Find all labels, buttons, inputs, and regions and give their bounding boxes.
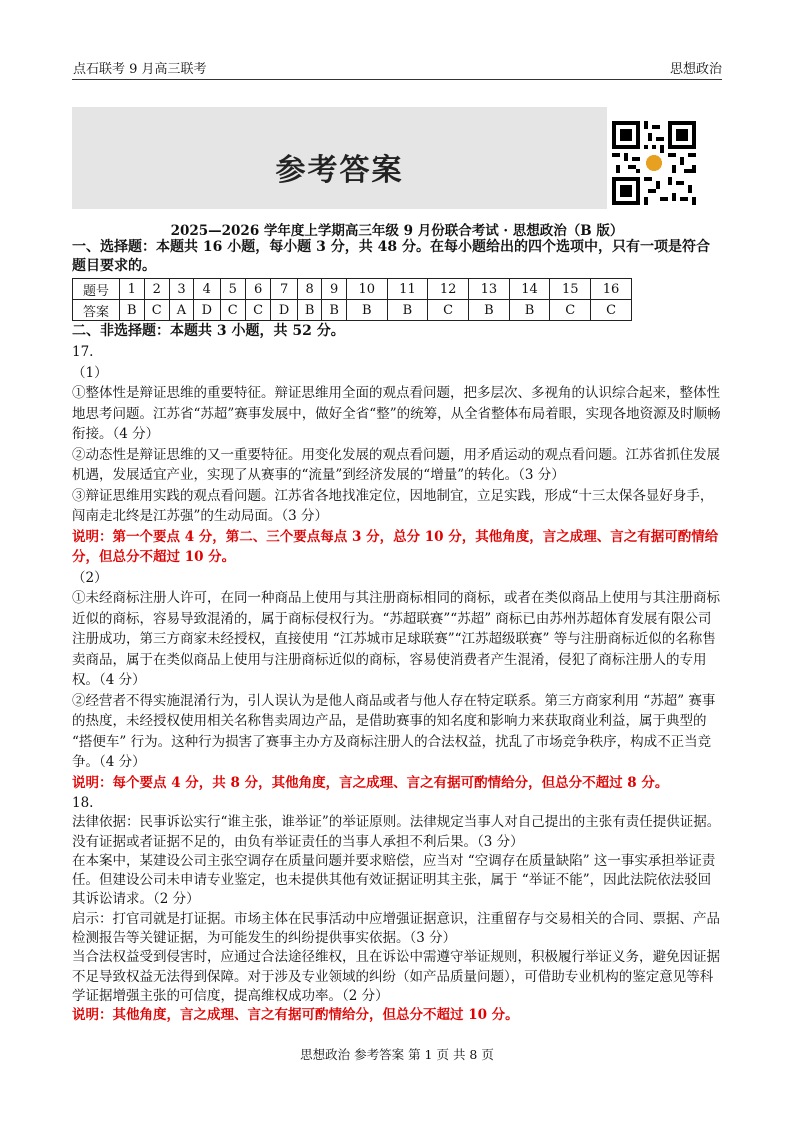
table-row-label: 题号: [73, 279, 120, 300]
answer-cell: C: [144, 300, 169, 321]
answer-cell: C: [550, 300, 591, 321]
part-label: （1）: [72, 364, 108, 381]
question-number: 1: [120, 279, 145, 300]
answer-paragraph: ③辩证思维用实践的观点看问题。江苏省各地找准定位，因地制宜，立足实践，形成“十三太保各显好身手，闯南走北终是江苏强”的生动局面。（3 分）: [72, 487, 714, 524]
question-number: 11: [387, 279, 428, 300]
banner-title: 参考答案: [275, 153, 404, 188]
answer-cell: A: [169, 300, 193, 321]
header-left: 点石联考 9 月高三联考: [73, 62, 207, 77]
question-number: 16: [591, 279, 632, 300]
section2-title: 二、非选择题：本题共 3 小题，共 52 分。: [72, 323, 345, 339]
scoring-note: 说明：第一个要点 4 分，第二、三个要点每点 3 分，总分 10 分，其他角度，言之成理、言之有据可酌情给分，但总分不超过 10 分。: [72, 528, 719, 565]
header-divider: [72, 79, 722, 80]
answer-cell: B: [469, 300, 510, 321]
answer-paragraph: ①未经商标注册人许可，在同一种商品上使用与其注册商标相同的商标，或者在类似商品上使用与其注册商标近似的商标，容易导致混淆的，属于商标侵权行为。“苏超联赛”“苏超” 商标已由苏州苏超体育发展有限公司注册成功，第三方商家未经授权，直接使用 “江苏城市足球联赛”“江苏超级联赛” 等与注册商标近似的名称售卖商品，属于在类似商品上使用与注册商标近似的商标，容易使消费者产生混淆，侵犯了商标注册人的专用权。（4 分）: [72, 590, 720, 688]
answer-paragraph: ②经营者不得实施混淆行为，引人误认为是他人商品或者与他人存在特定联系。第三方商家利用 “苏超” 赛事的热度，未经授权使用相关名称售卖周边产品，是借助赛事的知名度和影响力来获取商业利益，属于典型的 “搭便车” 行为。这种行为损害了赛事主办方及商标注册人的合法权益，扰乱了市场竞争秩序，构成不正当竞争。（4 分）: [72, 692, 716, 770]
answer-paragraph: 法律依据：民事诉讼实行“谁主张，谁举证”的举证原则。法律规定当事人对自己提出的主张有责任提供证据。没有证据或者证据不足的，由负有举证责任的当事人承担不利后果。（3 分）: [72, 814, 721, 850]
answer-table-number-row: [73, 279, 632, 300]
question-number: 7: [271, 279, 298, 300]
question-number: 3: [169, 279, 193, 300]
question-number: 15: [550, 279, 591, 300]
question-number: 17.: [72, 344, 94, 360]
answer-cell: B: [120, 300, 145, 321]
answer-cell: C: [591, 300, 632, 321]
answer-paragraph: ①整体性是辩证思维的重要特征。辩证思维用全面的观点看问题，把多层次、多视角的认识综合起来，整体性地思考问题。江苏省“苏超”赛事发展中，做好全省“整”的统筹，从全省整体布局着眼，实现各地资源及时顺畅衔接。（4 分）: [72, 385, 721, 442]
answer-cell: B: [297, 300, 322, 321]
table-row-label: 答案: [73, 300, 120, 321]
answer-paragraph: 启示：打官司就是打证据。市场主体在民事活动中应增强证据意识，注重留存与交易相关的合同、票据、产品检测报告等关键证据，为可能发生的纠纷提供事实依据。（3 分）: [72, 910, 720, 947]
answer-paragraph: ②动态性是辩证思维的又一重要特征。用变化发展的观点看问题，用矛盾运动的观点看问题。江苏省抓住发展机遇，发展适宜产业，实现了从赛事的“流量”到经济发展的“增量”的转化。（3 分）: [72, 446, 720, 483]
answer-cell: D: [194, 300, 221, 321]
answer-cell: B: [322, 300, 347, 321]
question-number: 2: [144, 279, 169, 300]
header-right: 思想政治: [669, 62, 722, 77]
question-number: 8: [297, 279, 322, 300]
answer-cell: D: [271, 300, 298, 321]
scoring-note: 说明：其他角度，言之成理、言之有据可酌情给分，但总分不超过 10 分。: [72, 1007, 519, 1024]
question-number: 13: [469, 279, 510, 300]
question-number: 14: [509, 279, 550, 300]
answer-cell: C: [428, 300, 469, 321]
part-label: （2）: [72, 569, 108, 586]
answer-cell: C: [220, 300, 245, 321]
question-18: [72, 794, 722, 1026]
answer-cell: B: [509, 300, 550, 321]
question-number: 6: [245, 279, 270, 300]
question-number: 12: [428, 279, 469, 300]
answer-table-answer-row: [73, 300, 632, 321]
answer-cell: B: [387, 300, 428, 321]
qr-code-icon: [612, 121, 696, 205]
question-number: 18.: [72, 795, 94, 811]
question-number: 5: [220, 279, 245, 300]
exam-title: 2025—2026 学年度上学期高三年级 9 月份联合考试 · 思想政治（B 版）: [170, 223, 624, 239]
answer-paragraph: 在本案中，某建设公司主张空调存在质量问题并要求赔偿，应当对 “空调存在质量缺陷” 这一事实承担举证责任。但建设公司未申请专业鉴定，也未提供其他有效证据证明其主张，属于 “举证不能”，因此法院依法驳回其诉讼请求。（2 分）: [72, 852, 716, 908]
question-17: [72, 342, 722, 793]
question-number: 4: [194, 279, 221, 300]
answer-cell: C: [245, 300, 270, 321]
answer-cell: B: [346, 300, 387, 321]
scoring-note: 说明：每个要点 4 分，共 8 分，其他角度，言之成理、言之有据可酌情给分，但总分不超过 8 分。: [72, 774, 669, 791]
answer-paragraph: 当合法权益受到侵害时，应通过合法途径维权，且在诉讼中需遵守举证规则，积极履行举证义务，避免因证据不足导致权益无法得到保障。对于涉及专业领域的纠纷（如产品质量问题），可借助专业机构的鉴定意见等科学证据增强主张的可信度，提高维权成功率。（2 分）: [72, 949, 720, 1004]
title-banner: [72, 107, 607, 209]
section1-title: 一、选择题：本题共 16 小题，每小题 3 分，共 48 分。在每小题给出的四个选项中，只有一项是符合题目要求的。: [72, 239, 710, 274]
question-number: 9: [322, 279, 347, 300]
question-number: 10: [346, 279, 387, 300]
answer-table: [72, 278, 632, 321]
page-footer: 思想政治 参考答案 第 1 页 共 8 页: [300, 1047, 494, 1062]
